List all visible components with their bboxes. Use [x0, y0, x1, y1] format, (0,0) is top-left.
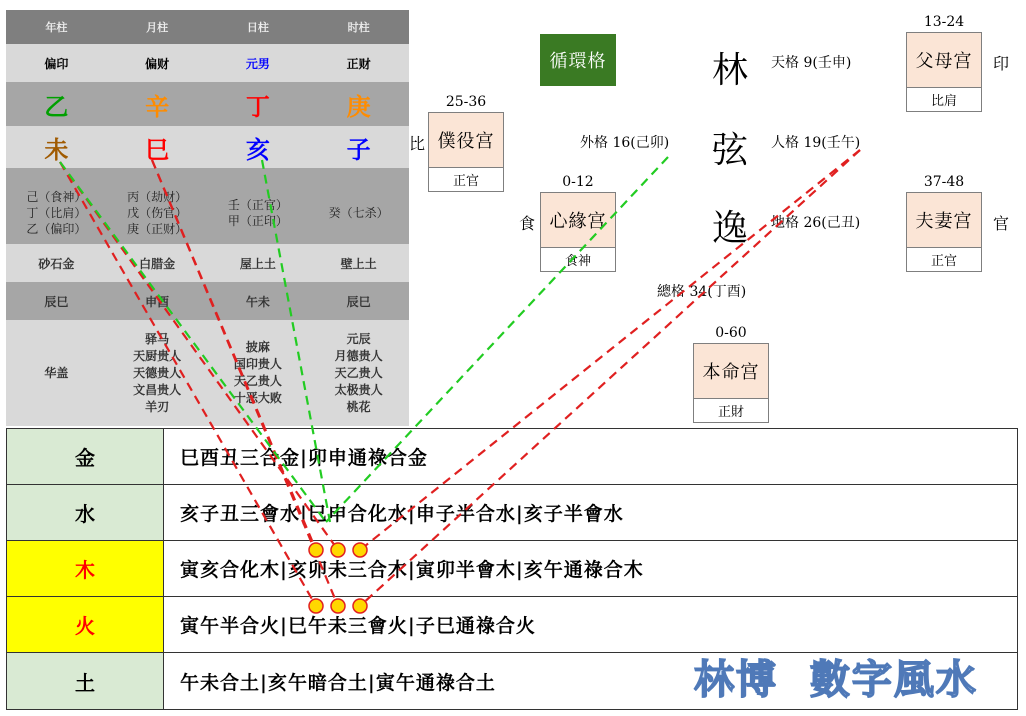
- void-branches: 辰巳: [44, 294, 69, 309]
- palace-name: 父母宫: [906, 32, 982, 88]
- element-combinations: 寅亥合化木|亥卯未三合木|寅卯半會木|亥午通祿合木: [180, 559, 644, 581]
- hidden-stem: 壬（正官）: [227, 197, 288, 212]
- palace-age: 25-36: [445, 94, 487, 110]
- heavenly-stem: 庚: [346, 92, 371, 121]
- shensha: 太极贵人: [334, 382, 383, 397]
- palace-spouse: [906, 174, 982, 272]
- earthly-branch: 子: [346, 135, 371, 164]
- nayin: 壁上土: [340, 256, 377, 271]
- pillar-header: 年柱: [45, 21, 68, 34]
- pillar-header: 月柱: [146, 21, 169, 34]
- shensha-cell: [6, 320, 107, 426]
- shensha: 桃花: [346, 399, 371, 414]
- palace-age: 13-24: [923, 14, 965, 30]
- void-branches: 午未: [245, 294, 270, 309]
- element-combinations: 午未合土|亥午暗合土|寅午通祿合土: [180, 671, 496, 694]
- ten-god: 正财: [346, 56, 371, 71]
- palace-self: [693, 325, 769, 423]
- hidden-stem: 丁（比肩）: [26, 205, 87, 220]
- shensha: 披麻: [245, 340, 270, 354]
- shensha-cell: [107, 320, 208, 426]
- void-branches-row: [6, 282, 409, 320]
- void-branches: 辰巳: [346, 294, 371, 309]
- palace-god: 食神: [540, 248, 616, 272]
- palace-god: 比肩: [906, 88, 982, 112]
- nayin-row: [6, 244, 409, 282]
- shensha: 华盖: [44, 365, 69, 380]
- element-row: [7, 541, 1017, 597]
- hidden-stem: 丙（劫财）: [127, 189, 188, 204]
- shensha: 元辰: [346, 331, 371, 346]
- hidden-stems-cell: [6, 168, 107, 244]
- palace-side-label: 官: [993, 214, 1010, 233]
- element-name: 水: [7, 485, 164, 540]
- shensha: 天乙贵人: [233, 374, 282, 388]
- shensha: 国印贵人: [233, 357, 282, 371]
- shensha-cell: [308, 320, 409, 426]
- element-name: 金: [7, 429, 164, 484]
- palace-side-label: 比: [409, 134, 426, 153]
- hidden-stem: 甲（正印）: [227, 213, 288, 228]
- element-name: 木: [7, 541, 164, 596]
- shensha: 文昌贵人: [133, 382, 182, 397]
- nayin: 屋上土: [239, 256, 276, 271]
- shensha: 天乙贵人: [334, 365, 383, 380]
- name-pattern-badge: 循環格: [540, 34, 616, 86]
- palace-god: 正官: [428, 168, 504, 192]
- nayin: 砂石金: [38, 256, 75, 271]
- hidden-stem: 戊（伤官）: [127, 205, 188, 220]
- ten-god: 偏印: [44, 56, 69, 71]
- earthly-branch: 亥: [245, 135, 270, 164]
- void-branches: 申酉: [145, 294, 170, 309]
- palace-god: 正官: [906, 248, 982, 272]
- pillar-header: 日柱: [246, 21, 269, 34]
- element-row: [7, 429, 1017, 485]
- hidden-stems-cell: [308, 168, 409, 244]
- hidden-stems-cell: [208, 168, 309, 244]
- element-combinations: 巳酉丑三合金|卯申通祿合金: [180, 447, 428, 469]
- pillar-header: 时柱: [347, 21, 370, 34]
- shensha-cell: [208, 320, 309, 426]
- element-row: [7, 597, 1017, 653]
- shensha: 羊刃: [145, 399, 170, 414]
- hidden-stem: 乙（偏印）: [26, 221, 87, 236]
- earth-grid: 地格 26(己丑): [771, 215, 861, 231]
- watermark-logo: 林博 數字風水: [694, 656, 978, 703]
- heavenly-stem: 乙: [44, 92, 69, 121]
- hidden-stem: 癸（七杀）: [328, 205, 389, 220]
- heavenly-stems-row: [6, 82, 409, 126]
- element-combinations: 寅午半合火|巳午未三會火|子巳通祿合火: [180, 615, 536, 637]
- palace-age: 0-60: [715, 325, 747, 341]
- outer-grid: 外格 16(己卯): [580, 135, 670, 151]
- element-name: 土: [7, 653, 164, 709]
- ten-god: 偏财: [145, 56, 170, 71]
- name-char-2: 弦: [712, 130, 749, 171]
- earthly-branch: 巳: [145, 135, 170, 164]
- person-grid: 人格 19(壬午): [771, 135, 861, 151]
- hidden-stem: 庚（正财）: [127, 221, 188, 236]
- name-char-3: 逸: [712, 208, 749, 249]
- element-row: [7, 485, 1017, 541]
- heavenly-stem: 丁: [245, 92, 270, 121]
- palace-god: 正財: [693, 399, 769, 423]
- shensha: 月德贵人: [334, 348, 383, 363]
- shensha: 天厨贵人: [133, 348, 182, 363]
- palace-side-label: 印: [993, 54, 1010, 73]
- palace-heart: [540, 174, 616, 272]
- hidden-stems-cell: [107, 168, 208, 244]
- palace-servants: [428, 94, 504, 192]
- shensha: 天德贵人: [133, 365, 182, 380]
- earthly-branch: 未: [44, 135, 69, 164]
- palace-name: 夫妻宫: [906, 192, 982, 248]
- hidden-stem: 己（食神）: [26, 189, 87, 204]
- shensha: 驿马: [145, 331, 170, 346]
- palace-age: 37-48: [923, 174, 965, 190]
- name-char-1: 林: [712, 50, 749, 91]
- palace-name: 心緣宫: [540, 192, 616, 248]
- heaven-grid: 天格 9(壬申): [771, 55, 852, 71]
- palace-name: 僕役宫: [428, 112, 504, 168]
- shensha-row: [6, 320, 409, 426]
- total-grid: 總格 34(丁酉): [657, 284, 747, 300]
- hidden-stems-row: [6, 168, 409, 244]
- nayin: 白腊金: [139, 256, 176, 271]
- heavenly-stem: 辛: [145, 92, 170, 121]
- day-master-label: 元男: [245, 56, 270, 71]
- element-name: 火: [7, 597, 164, 652]
- palace-name: 本命宫: [693, 343, 769, 399]
- palace-side-label: 食: [519, 214, 536, 233]
- palace-parents: [906, 14, 982, 112]
- earthly-branches-row: [6, 126, 409, 168]
- pillar-header-row: [6, 10, 409, 44]
- palace-age: 0-12: [562, 174, 594, 190]
- shensha: 十恶大败: [233, 391, 282, 405]
- ten-gods-row: [6, 44, 409, 82]
- element-combinations: 亥子丑三會水|巳申合化水|申子半合水|亥子半會水: [180, 503, 624, 525]
- bazi-chart: [6, 10, 409, 426]
